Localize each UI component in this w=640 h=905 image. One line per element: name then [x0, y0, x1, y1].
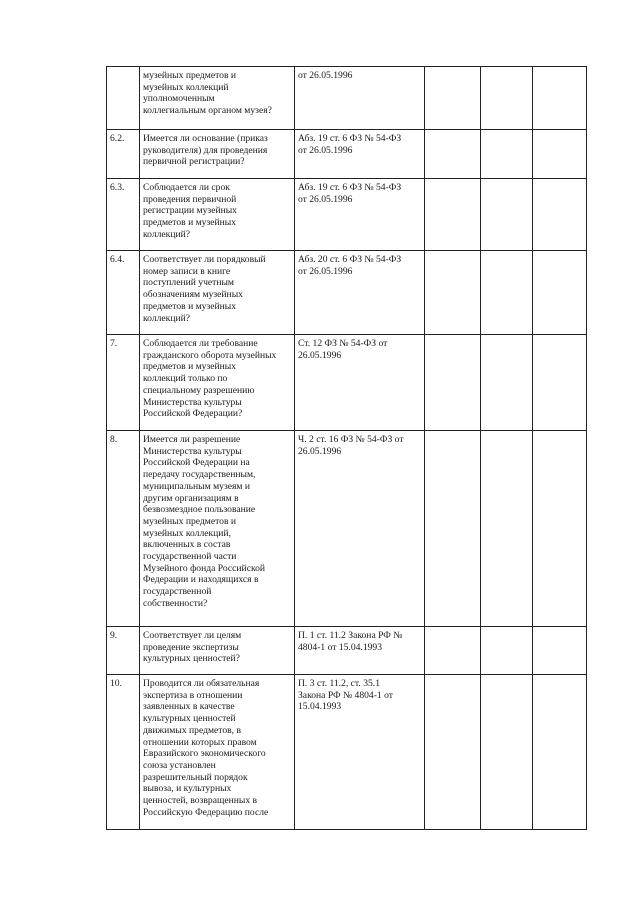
- table-row: [107, 251, 587, 335]
- table-row: [107, 335, 587, 431]
- question-cell: Соответствует ли целям проведение экспертизы культурных ценностей?: [140, 627, 295, 675]
- answer-cell: [481, 130, 533, 179]
- answer-cell: [481, 179, 533, 251]
- question-cell: Проводится ли обязательная экспертиза в отношении заявленных в качестве культурных ценностей движимых предметов, в отношении которых правом Евразийского экономического союза установлен разрешительный порядок вывоза, и культурных ценностей, возвращенных в Российскую Федерацию после: [140, 675, 295, 830]
- row-number: 6.4.: [107, 251, 140, 335]
- checklist-table: [106, 66, 587, 830]
- question-cell: Соблюдается ли требование гражданского оборота музейных предметов и музейных коллекций только по специальному разрешению Министерства культуры Российской Федерации?: [140, 335, 295, 431]
- answer-cell: [533, 251, 587, 335]
- question-cell: Имеется ли разрешение Министерства культуры Российской Федерации на передачу государственным, муниципальным музеям и другим организациям в безвозмездное пользование музейных предметов и музейных коллекций, включенных в состав государственной части Музейного фонда Российской Федерации и находящихся в государственной собственности?: [140, 431, 295, 627]
- reference-cell: П. 3 ст. 11.2, ст. 35.1 Закона РФ № 4804-1 от 15.04.1993: [295, 675, 425, 830]
- answer-cell: [425, 335, 481, 431]
- answer-cell: [425, 130, 481, 179]
- table-row: [107, 431, 587, 627]
- answer-cell: [481, 627, 533, 675]
- question-cell: музейных предметов и музейных коллекций уполномоченным коллегиальным органом музея?: [140, 67, 295, 130]
- table-row: [107, 130, 587, 179]
- table-row: [107, 179, 587, 251]
- row-number: 7.: [107, 335, 140, 431]
- answer-cell: [481, 335, 533, 431]
- reference-cell: Ст. 12 ФЗ № 54-ФЗ от 26.05.1996: [295, 335, 425, 431]
- answer-cell: [425, 67, 481, 130]
- answer-cell: [425, 179, 481, 251]
- answer-cell: [481, 675, 533, 830]
- row-number: 6.2.: [107, 130, 140, 179]
- answer-cell: [425, 251, 481, 335]
- row-number: 10.: [107, 675, 140, 830]
- reference-cell: Ч. 2 ст. 16 ФЗ № 54-ФЗ от 26.05.1996: [295, 431, 425, 627]
- reference-cell: П. 1 ст. 11.2 Закона РФ № 4804-1 от 15.04.1993: [295, 627, 425, 675]
- table-row: [107, 675, 587, 830]
- row-number: 6.3.: [107, 179, 140, 251]
- reference-cell: Абз. 19 ст. 6 ФЗ № 54-ФЗ от 26.05.1996: [295, 179, 425, 251]
- row-number: 9.: [107, 627, 140, 675]
- question-cell: Соблюдается ли срок проведения первичной регистрации музейных предметов и музейных коллекций?: [140, 179, 295, 251]
- question-cell: Соответствует ли порядковый номер записи в книге поступлений учетным обозначениям музейных предметов и музейных коллекций?: [140, 251, 295, 335]
- reference-cell: от 26.05.1996: [295, 67, 425, 130]
- answer-cell: [533, 335, 587, 431]
- answer-cell: [533, 627, 587, 675]
- answer-cell: [425, 627, 481, 675]
- answer-cell: [533, 179, 587, 251]
- question-cell: Имеется ли основание (приказ руководителя) для проведения первичной регистрации?: [140, 130, 295, 179]
- answer-cell: [533, 431, 587, 627]
- answer-cell: [481, 67, 533, 130]
- reference-cell: Абз. 20 ст. 6 ФЗ № 54-ФЗ от 26.05.1996: [295, 251, 425, 335]
- answer-cell: [481, 431, 533, 627]
- row-number: [107, 67, 140, 130]
- answer-cell: [425, 431, 481, 627]
- answer-cell: [533, 130, 587, 179]
- answer-cell: [425, 675, 481, 830]
- reference-cell: Абз. 19 ст. 6 ФЗ № 54-ФЗ от 26.05.1996: [295, 130, 425, 179]
- answer-cell: [481, 251, 533, 335]
- answer-cell: [533, 675, 587, 830]
- table-row: [107, 627, 587, 675]
- row-number: 8.: [107, 431, 140, 627]
- table-row: [107, 67, 587, 130]
- answer-cell: [533, 67, 587, 130]
